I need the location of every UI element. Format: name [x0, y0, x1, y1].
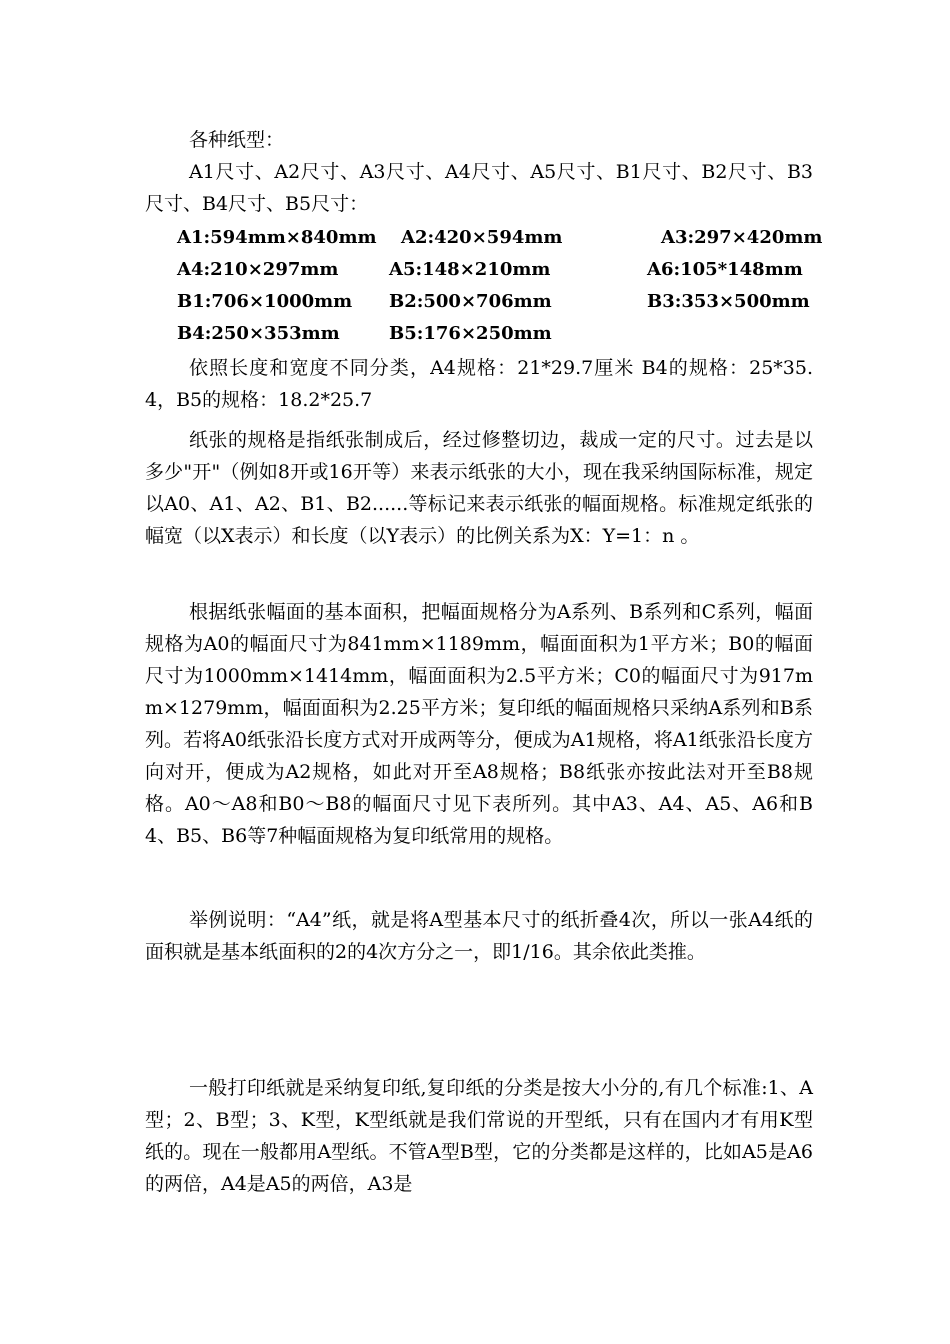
classification-paragraph: 依照长度和宽度不同分类，A4规格：21*29.7厘米 B4的规格：25*35.4，B5的规格：18.2*25.7	[145, 357, 813, 411]
area-paragraph: 根据纸张幅面的基本面积，把幅面规格分为A系列、B系列和C系列，幅面规格为A0的幅面尺寸为841mm×1189mm，幅面面积为1平方米；B0的幅面尺寸为1000mm×1414mm，幅面面积为2.5平方米；C0的幅面尺寸为917mm×1279mm，幅面面积为2.25平方米；复印纸的幅面规格只采纳A系列和B系列。若将A0纸张沿长度方式对开成两等分，便成为A1规格，将A1纸张沿长度方向对开，便成为A2规格，如此对开至A8规格；B8纸张亦按此法对开至B8规格。A0～A8和B0～B8的幅面尺寸见下表所列。其中A3、A4、A5、A6和B4、B5、B6等7种幅面规格为复印纸常用的规格。	[145, 601, 813, 847]
dimension-a2: A2:420×594mm	[401, 227, 563, 248]
dimensions-row	[177, 318, 817, 350]
dimensions-row	[177, 286, 817, 318]
dimension-b5: B5:176×250mm	[389, 323, 552, 344]
dimensions-table	[177, 222, 823, 350]
dimension-a1: A1:594mm×840mm	[177, 227, 377, 248]
dimension-b2: B2:500×706mm	[389, 291, 552, 312]
dimension-a3: A3:297×420mm	[661, 227, 823, 248]
copy-paper-paragraph: 一般打印纸就是采纳复印纸,复印纸的分类是按大小分的,有几个标准:1、A型；2、B型；3、K型，K型纸就是我们常说的开型纸，只有在国内才有用K型纸的。现在一般都用A型纸。不管A型B型，它的分类都是这样的，比如A5是A6的两倍，A4是A5的两倍，A3是	[145, 1077, 813, 1195]
specification-paragraph: 纸张的规格是指纸张制成后，经过修整切边，裁成一定的尺寸。过去是以多少"开"（例如8开或16开等）来表示纸张的大小，现在我采纳国际标准，规定以A0、A1、A2、B1、B2......等标记来表示纸张的幅面规格。标准规定纸张的幅宽（以X表示）和长度（以Y表示）的比例关系为X：Y=1：n 。	[145, 429, 813, 547]
dimension-a4: A4:210×297mm	[177, 259, 339, 280]
heading-paper-types: 各种纸型：	[189, 129, 285, 151]
dimension-b1: B1:706×1000mm	[177, 291, 353, 312]
dimension-a5: A5:148×210mm	[389, 259, 551, 280]
dimension-b3: B3:353×500mm	[647, 291, 810, 312]
dimensions-row	[177, 222, 823, 254]
dimension-b4: B4:250×353mm	[177, 323, 340, 344]
dimension-a6: A6:105*148mm	[647, 259, 803, 280]
dimensions-row	[177, 254, 817, 286]
paper-sizes-title: A1尺寸、A2尺寸、A3尺寸、A4尺寸、A5尺寸、B1尺寸、B2尺寸、B3尺寸、B4尺寸、B5尺寸：	[145, 161, 813, 215]
example-paragraph: 举例说明：“A4”纸，就是将A型基本尺寸的纸折叠4次，所以一张A4纸的面积就是基本纸面积的2的4次方分之一，即1/16。其余依此类推。	[145, 909, 813, 963]
